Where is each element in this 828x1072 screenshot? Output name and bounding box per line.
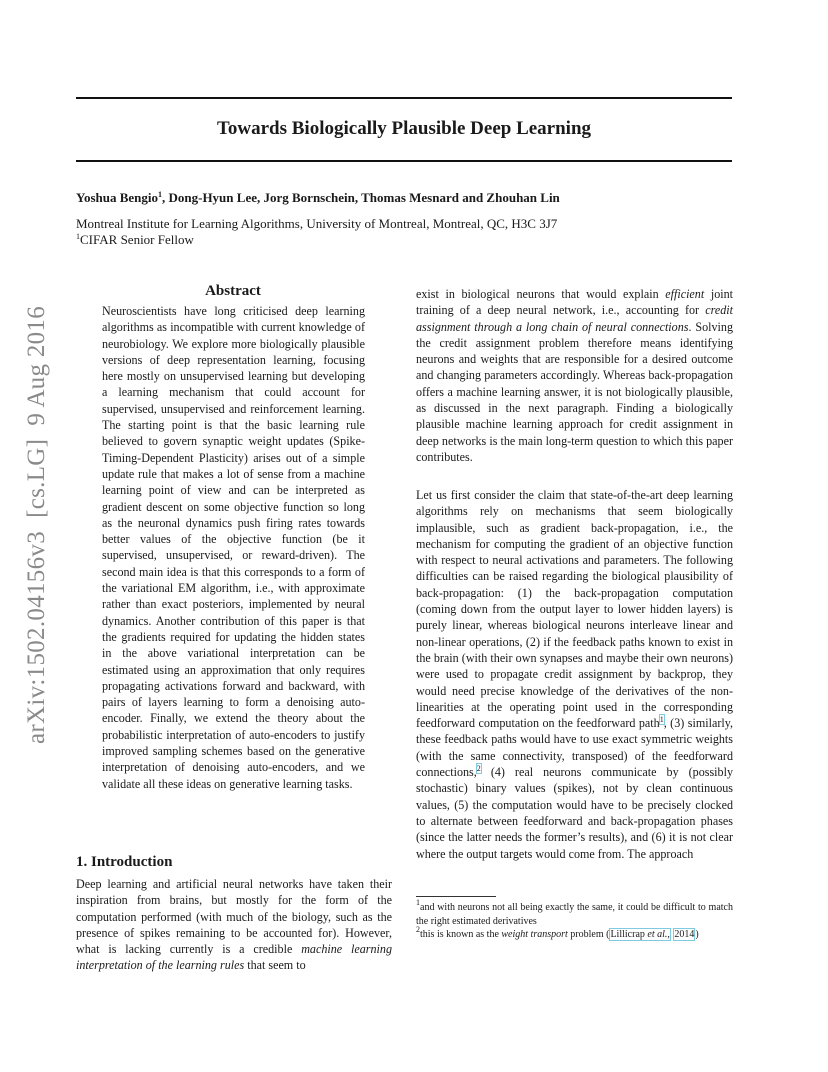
intro-text-end: that seem to: [244, 958, 306, 973]
rc-text: Let us first consider the claim that state-of-the-art deep learning algorithms rely on mechanisms that seem biologically implausible, such as gradient back-propagation, i.e., the mechanism for computing the gradient of an objective function with respect to neural activations and parameters. The following difficulties can be raised regarding the biological plausibility of back-propagation: (1) the back-propagation computation (coming down from the output layer to lower hidden layers) is purely linear, whereas biological neurons interleave linear and non-linear operations, (2) if the feedback paths known to exist in the brain (with their own synapses and maybe their own neurons) were used to propagate credit assignment by backprop, they would need precise knowledge of the derivatives of the non-linearities at the operating point used in the corresponding feedforward computation on the feedforward path: [416, 488, 733, 731]
footnote-rule: [416, 896, 496, 897]
arxiv-id: arXiv:1502.04156v3 [cs.LG] 9 Aug 2016: [23, 305, 50, 745]
citation-etal: et al.: [647, 929, 668, 940]
intro-text: Deep learning and artificial neural networks have taken their inspiration from brains, but mostly for the form of the computation performed (with much of the biology, such as the presence of spikes remaining to be accounted for). However, what is lacking currently is a credible: [76, 877, 392, 957]
author-affiliation-mark: 1: [158, 190, 162, 199]
footnote-1: [416, 898, 733, 929]
author-list: [76, 190, 560, 206]
intro-emphasis: machine learning interpretation of the learning rules: [76, 942, 392, 973]
footnote-2-close: ): [695, 929, 699, 940]
introduction-paragraph-1: [76, 876, 392, 974]
footnote-1-text: and with neurons not all being exactly the same, it could be difficult to match the right estimated derivatives: [416, 902, 733, 927]
footnote-2-mark: 2: [416, 925, 420, 934]
footnote-link-1[interactable]: 1: [659, 715, 664, 725]
right-column-paragraph-2: [416, 487, 733, 862]
rc-text: (4) real neurons communicate by (possibly stochastic) binary values (spikes), not by clean continuous values, (5) the computation would have to be precisely clocked to alternate between feedforward and back-propagation phases (since the latter needs the former’s results), and (6) it is not clear where the output targets would come from. The approach: [416, 765, 733, 861]
rc-emphasis: credit assignment through a long chain of neural connections: [416, 303, 733, 334]
rc-text: . Solving the credit assignment problem therefore means identifying neurons and weights that are responsible for a desired outcome and changing parameters accordingly. Whereas back-propagation offers a machine learning answer, it is not biologically plausible, as discussed in the next paragraph. Finding a biologically plausible machine learning approach for credit assignment in deep networks is the main long-term question to which this paper contributes.: [416, 319, 733, 464]
title-top-rule: [76, 97, 732, 99]
first-author: Yoshua Bengio: [76, 190, 158, 205]
introduction-heading: 1. Introduction: [76, 854, 173, 870]
footnote-2: [416, 925, 733, 942]
fellow-note: [76, 232, 194, 248]
fellow-mark: 1: [76, 232, 80, 241]
affiliation: Montreal Institute for Learning Algorithms, University of Montreal, Montreal, QC, H3C 3J7: [76, 216, 558, 231]
abstract-body: Neuroscientists have long criticised deep learning algorithms as incompatible with current knowledge of neurobiology. We explore more biologically plausible versions of deep representation learning, focusing here mostly on unsupervised learning but developing a learning mechanism that could account for supervised, unsupervised and reinforcement learning. The starting point is that the basic learning rule believed to govern synaptic weight updates (Spike-Timing-Dependent Plasticity) arises out of a simple update rule that makes a lot of sense from a machine learning point of view and can be interpreted as gradient descent on some objective function so long as the neuronal dynamics push firing rates towards better values of the objective function (be it supervised, unsupervised, or reward-driven). The second main idea is that this corresponds to a form of the variational EM algorithm, i.e., with approximate rather than exact posteriors, implemented by neural dynamics. Another contribution of this paper is that the gradients required for updating the hidden states in the above variational interpretation can be estimated using an approximation that only requires propagating activations forward and backward, with pairs of layers learning to form a denoising auto-encoder. Finally, we extend the theory about the probabilistic interpretation of auto-encoders to justify improved sampling schemes based on the generative interpretation of denoising auto-encoders, and we validate all these ideas on generative learning tasks.: [102, 304, 365, 791]
right-column-paragraph-1: [416, 286, 733, 465]
citation-link-year[interactable]: 2014: [674, 929, 695, 940]
citation-comma: ,: [667, 929, 670, 940]
footnote-1-mark: 1: [416, 898, 420, 907]
citation-link-lillicrap[interactable]: [609, 928, 670, 941]
footnote-2-text: this is known as the: [420, 929, 502, 940]
paper-title: Towards Biologically Plausible Deep Learning: [216, 118, 592, 139]
other-authors: , Dong-Hyun Lee, Jorg Bornschein, Thomas Mesnard and Zhouhan Lin: [162, 190, 560, 205]
fellow-text: CIFAR Senior Fellow: [80, 232, 194, 247]
rc-text: joint training of a deep neural network, i.e., accounting for: [416, 287, 734, 318]
citation-author: Lillicrap: [610, 929, 648, 940]
footnote-2-text: problem (: [567, 929, 610, 940]
rc-text: exist in biological neurons that would explain: [416, 287, 666, 301]
abstract-heading: Abstract: [205, 283, 261, 299]
title-bottom-rule: [76, 160, 732, 162]
footnote-2-emphasis: weight transport: [501, 929, 568, 940]
rc-emphasis: efficient: [665, 287, 705, 301]
rc-text: , (3) similarly, these feedback paths would have to use exact symmetric weights (with the same connectivity, transposed) of the feedforward connections,: [416, 716, 733, 780]
footnote-link-2[interactable]: 2: [476, 764, 481, 774]
